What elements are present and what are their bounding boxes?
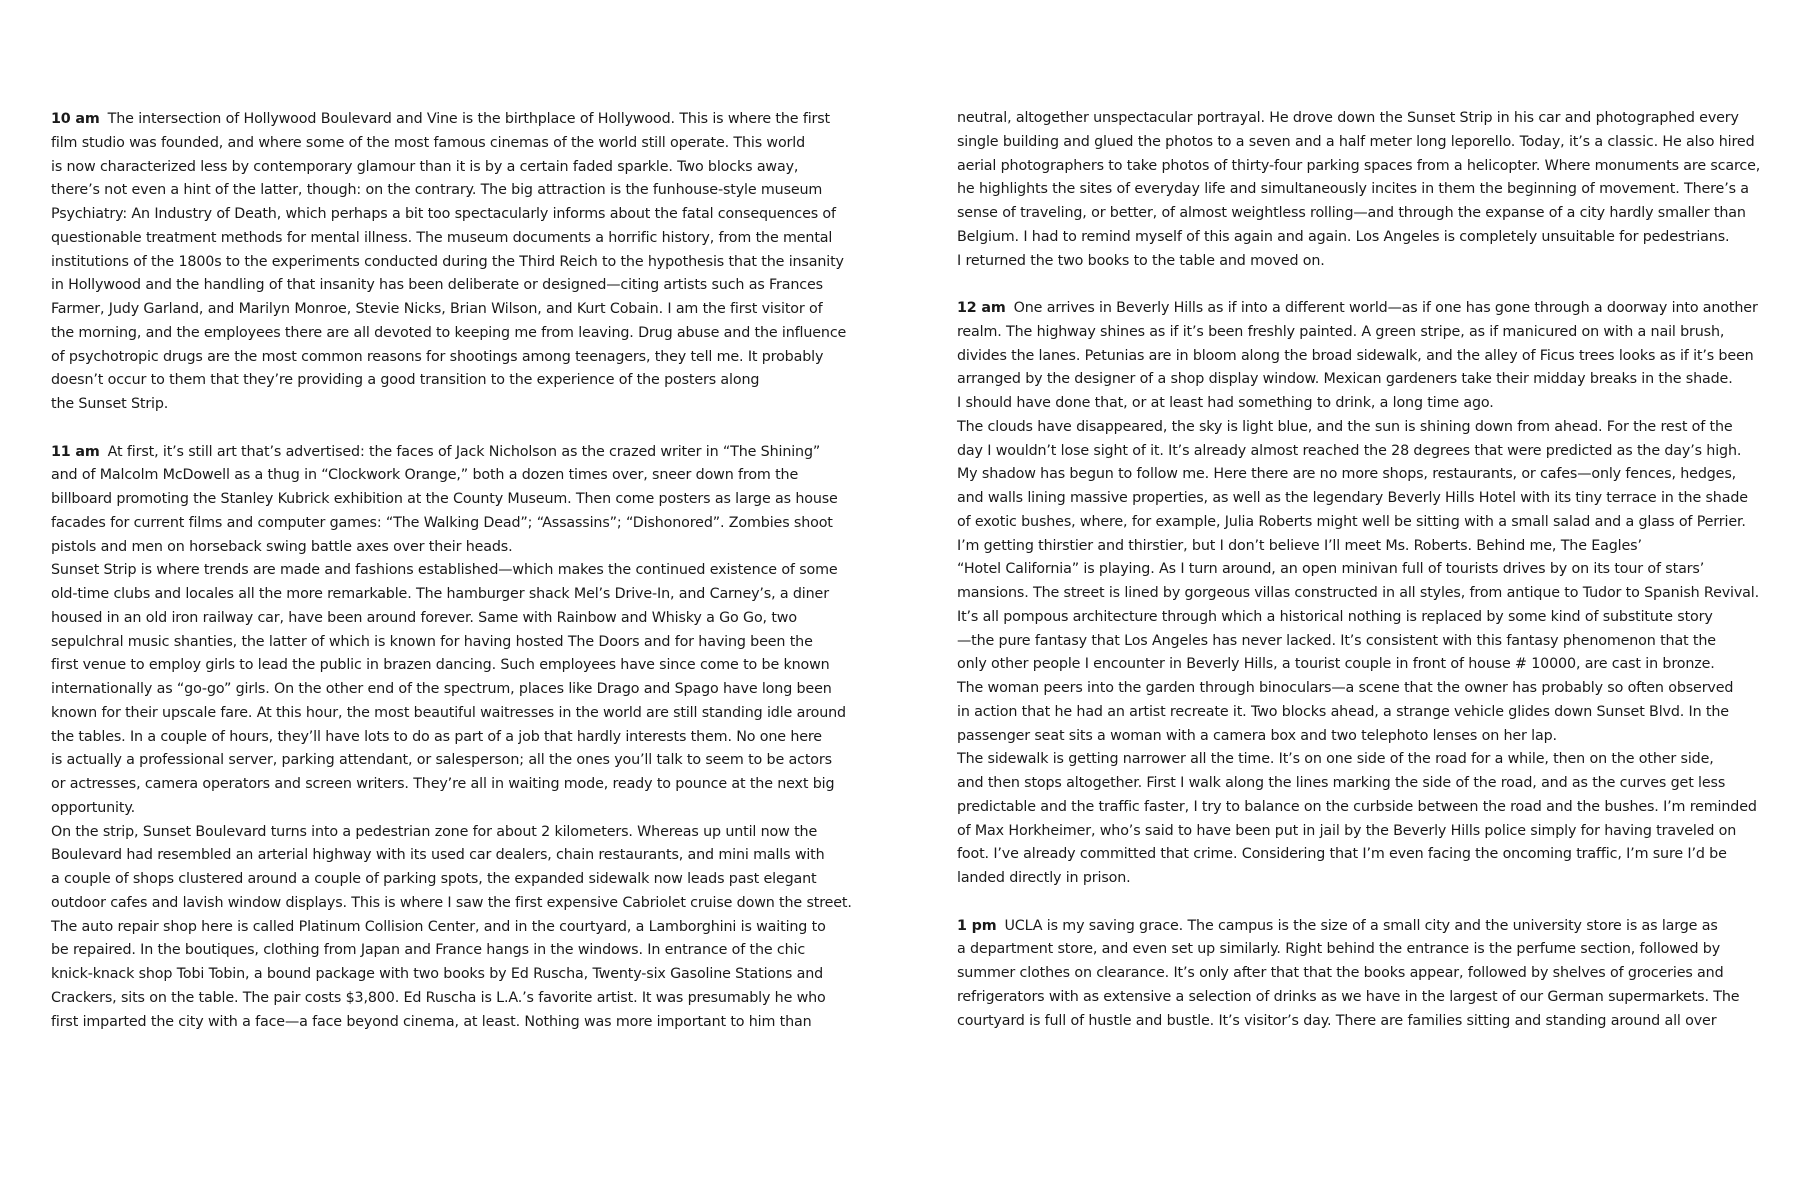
text-line	[51, 821, 861, 845]
line-text: pistols and men on horseback swing battle axes over their heads.	[51, 538, 513, 555]
line-text: courtyard is full of hustle and bustle. It’s visitor’s day. There are families sitting and standing around all over	[957, 1012, 1717, 1029]
line-text: realm. The highway shines as if it’s been freshly painted. A green stripe, as if manicured on with a nail brush,	[957, 323, 1725, 340]
text-line	[51, 464, 861, 488]
text-line	[957, 226, 1767, 250]
line-text: aerial photographers to take photos of thirty-four parking spaces from a helicopter. Where monuments are scarce,	[957, 157, 1761, 174]
text-line	[957, 131, 1767, 155]
text-line	[957, 606, 1767, 630]
text-line	[957, 867, 1767, 891]
line-text: sepulchral music shanties, the latter of which is known for having hosted The Doors and for having been the	[51, 633, 813, 650]
line-text: first imparted the city with a face—a face beyond cinema, at least. Nothing was more important to him than	[51, 1013, 812, 1030]
text-line	[957, 938, 1767, 962]
text-line	[957, 511, 1767, 535]
text-line	[957, 463, 1767, 487]
line-text: UCLA is my saving grace. The campus is the size of a small city and the university store is as large as	[1004, 917, 1718, 934]
line-text: At first, it’s still art that’s advertised: the faces of Jack Nicholson as the crazed writer in “The Shining”	[107, 443, 821, 460]
section-gap	[51, 417, 861, 441]
text-line	[51, 251, 861, 275]
text-line	[51, 441, 861, 465]
line-text: he highlights the sites of everyday life and simultaneously incites in them the beginning of movement. There’s a	[957, 181, 1749, 198]
line-text: billboard promoting the Stanley Kubrick exhibition at the County Museum. Then come posters as large as house	[51, 491, 838, 507]
line-text: —the pure fantasy that Los Angeles has never lacked. It’s consistent with this fantasy phenomenon that the	[957, 632, 1716, 649]
text-line	[957, 653, 1767, 677]
line-text: and then stops altogether. First I walk along the lines marking the side of the road, and as the curves get less	[957, 775, 1726, 791]
line-text: One arrives in Beverly Hills as if into a different world—as if one has gone through a doorway into another	[1013, 300, 1758, 316]
line-text: refrigerators with as extensive a selection of drinks as we have in the largest of our German supermarkets. The	[957, 988, 1740, 1005]
text-line	[957, 1010, 1767, 1034]
line-text: divides the lanes. Petunias are in bloom along the broad sidewalk, and the alley of Ficus trees looks as if it’s been	[957, 347, 1754, 364]
line-text: a department store, and even set up similarly. Right behind the entrance is the perfume section, followed by	[957, 941, 1721, 958]
line-text: mansions. The street is lined by gorgeous villas constructed in all styles, from antique to Tudor to Spanish Revival.	[957, 585, 1759, 601]
line-text: or actresses, camera operators and screen writers. They’re all in waiting mode, ready to pounce at the next big	[51, 776, 835, 792]
line-text: summer clothes on clearance. It’s only after that that the books appear, followed by shelves of groceries and	[957, 965, 1724, 981]
line-text: I’m getting thirstier and thirstier, but I don’t believe I’ll meet Ms. Roberts. Behind me, The Eagles’	[957, 537, 1642, 554]
time-marker: 10 am	[51, 111, 100, 127]
line-text: Crackers, sits on the table. The pair costs $3,800. Ed Ruscha is L.A.’s favorite artist. It was presumably he who	[51, 989, 826, 1006]
line-text: My shadow has begun to follow me. Here there are no more shops, restaurants, or cafes—only fences, hedges,	[957, 466, 1737, 483]
line-text: of Max Horkheimer, who’s said to have been put in jail by the Beverly Hills police simply for having traveled on	[957, 822, 1737, 839]
text-line	[957, 392, 1767, 416]
line-text: is now characterized less by contemporary glamour than it is by a certain faded sparkle. Two blocks away,	[51, 158, 799, 175]
text-line	[957, 250, 1767, 274]
text-line	[957, 677, 1767, 701]
line-text: facades for current films and computer games: “The Walking Dead”; “Assassins”; “Dishonored”. Zombies shoot	[51, 514, 833, 531]
text-line	[51, 607, 861, 631]
text-line	[51, 203, 861, 227]
line-text: “Hotel California” is playing. As I turn around, an open minivan full of tourists drives by on its tour of stars’	[957, 561, 1705, 578]
time-marker: 1 pm	[957, 917, 997, 934]
text-line	[957, 630, 1767, 654]
line-text: The woman peers into the garden through binoculars—a scene that the owner has probably so often observed	[957, 680, 1734, 696]
line-text: neutral, altogether unspectacular portrayal. He drove down the Sunset Strip in his car and photographed every	[957, 110, 1739, 126]
line-text: The intersection of Hollywood Boulevard and Vine is the birthplace of Hollywood. This is where the first	[107, 111, 831, 127]
text-line	[957, 178, 1767, 202]
line-text: opportunity.	[51, 799, 135, 816]
text-line	[957, 725, 1767, 749]
text-line	[957, 915, 1767, 939]
line-text: old-time clubs and locales all the more remarkable. The hamburger shack Mel’s Drive-In, and Carney’s, a diner	[51, 586, 829, 602]
text-line	[51, 749, 861, 773]
text-line	[957, 487, 1767, 511]
text-line	[51, 797, 861, 821]
line-text: Psychiatry: An Industry of Death, which perhaps a bit too spectacularly informs about the fatal consequences of	[51, 206, 836, 222]
line-text: the tables. In a couple of hours, they’ll have lots to do as part of a job that hardly interests them. No one here	[51, 728, 822, 745]
text-line	[51, 631, 861, 655]
text-line	[51, 512, 861, 536]
line-text: landed directly in prison.	[957, 870, 1131, 886]
text-line	[957, 368, 1767, 392]
line-text: only other people I encounter in Beverly Hills, a tourist couple in front of house # 10000, are cast in bronze.	[957, 656, 1715, 673]
text-line	[51, 916, 861, 940]
text-line	[51, 536, 861, 560]
text-line	[957, 962, 1767, 986]
line-text: the Sunset Strip.	[51, 396, 169, 412]
text-line	[51, 156, 861, 180]
text-line	[957, 107, 1767, 131]
line-text: Belgium. I had to remind myself of this again and again. Los Angeles is completely unsuitable for pedestrians.	[957, 228, 1730, 245]
line-text: On the strip, Sunset Boulevard turns into a pedestrian zone for about 2 kilometers. Whereas up until now the	[51, 823, 818, 840]
line-text: outdoor cafes and lavish window displays. This is where I saw the first expensive Cabriolet cruise down the street.	[51, 894, 852, 911]
text-line	[51, 346, 861, 370]
line-text: first venue to employ girls to lead the public in brazen dancing. Such employees have since come to be known	[51, 657, 830, 674]
line-text: questionable treatment methods for mental illness. The museum documents a horrific history, from the mental	[51, 229, 833, 246]
text-line	[51, 987, 861, 1011]
text-line	[51, 369, 861, 393]
text-line	[957, 202, 1767, 226]
text-line	[51, 108, 861, 132]
text-line	[51, 678, 861, 702]
line-text: I should have done that, or at least had something to drink, a long time ago.	[957, 395, 1494, 411]
text-line	[51, 726, 861, 750]
line-text: known for their upscale fare. At this hour, the most beautiful waitresses in the world are still standing idle around	[51, 704, 846, 721]
text-line	[957, 345, 1767, 369]
line-text: a couple of shops clustered around a couple of parking spots, the expanded sidewalk now leads past elegant	[51, 871, 817, 887]
line-text: there’s not even a hint of the latter, though: on the contrary. The big attraction is the funhouse-style museum	[51, 182, 823, 199]
left-page-column	[51, 108, 861, 1034]
line-text: day I wouldn’t lose sight of it. It’s already almost reached the 28 degrees that were predicted as the day’s high.	[957, 442, 1742, 459]
text-line	[957, 535, 1767, 559]
text-line	[957, 843, 1767, 867]
text-line	[957, 986, 1767, 1010]
line-text: is actually a professional server, parking attendant, or salesperson; all the ones you’ll talk to seem to be actors	[51, 752, 832, 769]
text-line	[51, 559, 861, 583]
text-line	[51, 583, 861, 607]
text-line	[51, 939, 861, 963]
text-line	[51, 963, 861, 987]
line-text: of exotic bushes, where, for example, Julia Roberts might well be sitting with a small salad and a glass of Perrier.	[957, 513, 1746, 530]
text-line	[957, 297, 1767, 321]
line-text: sense of traveling, or better, of almost weightless rolling—and through the expanse of a city hardly smaller than	[957, 205, 1746, 221]
text-line	[51, 393, 861, 417]
line-text: internationally as “go-go” girls. On the other end of the spectrum, places like Drago and Spago have long been	[51, 681, 832, 697]
section-gap	[957, 891, 1767, 915]
text-line	[51, 702, 861, 726]
text-line	[51, 488, 861, 512]
line-text: foot. I’ve already committed that crime. Considering that I’m even facing the oncoming traffic, I’m sure I’d be	[957, 846, 1727, 863]
text-line	[957, 416, 1767, 440]
line-text: The clouds have disappeared, the sky is light blue, and the sun is shining down from ahead. For the rest of the	[957, 418, 1733, 435]
line-text: be repaired. In the boutiques, clothing from Japan and France hangs in the windows. In entrance of the chic	[51, 942, 806, 959]
line-text: passenger seat sits a woman with a camera box and two telephoto lenses on her lap.	[957, 727, 1557, 744]
text-line	[51, 844, 861, 868]
line-text: arranged by the designer of a shop display window. Mexican gardeners take their midday breaks in the shade.	[957, 371, 1733, 388]
text-line	[957, 820, 1767, 844]
line-text: Farmer, Judy Garland, and Marilyn Monroe, Stevie Nicks, Brian Wilson, and Kurt Cobain. I am the first visitor of	[51, 301, 823, 317]
line-text: Sunset Strip is where trends are made and fashions established—which makes the continued existence of some	[51, 562, 838, 579]
line-text: the morning, and the employees there are all devoted to keeping me from leaving. Drug abuse and the influence	[51, 324, 847, 341]
time-marker: 12 am	[957, 300, 1006, 316]
text-line	[51, 298, 861, 322]
text-line	[957, 582, 1767, 606]
text-line	[957, 321, 1767, 345]
section-gap	[957, 273, 1767, 297]
line-text: housed in an old iron railway car, have been around forever. Same with Rainbow and Whisky a Go Go, two	[51, 609, 797, 626]
text-line	[51, 654, 861, 678]
line-text: and walls lining massive properties, as well as the legendary Beverly Hills Hotel with its tiny terrace in the shade	[957, 490, 1748, 506]
line-text: Boulevard had resembled an arterial highway with its used car dealers, chain restaurants, and mini malls with	[51, 847, 825, 864]
line-text: The auto repair shop here is called Platinum Collision Center, and in the courtyard, a Lamborghini is waiting to	[51, 918, 826, 935]
right-page-column	[957, 107, 1767, 1033]
text-line	[51, 892, 861, 916]
text-line	[51, 1011, 861, 1035]
text-line	[957, 772, 1767, 796]
line-text: film studio was founded, and where some of the most famous cinemas of the world still operate. This world	[51, 134, 806, 151]
text-line	[51, 274, 861, 298]
text-line	[51, 773, 861, 797]
line-text: It’s all pompous architecture through which a historical nothing is replaced by some kind of substitute story	[957, 608, 1713, 625]
line-text: institutions of the 1800s to the experiments conducted during the Third Reich to the hypothesis that the insanity	[51, 253, 844, 270]
line-text: and of Malcolm McDowell as a thug in “Clockwork Orange,” both a dozen times over, sneer down from the	[51, 467, 799, 484]
time-marker: 11 am	[51, 443, 100, 460]
text-line	[957, 155, 1767, 179]
text-line	[51, 179, 861, 203]
line-text: I returned the two books to the table and moved on.	[957, 252, 1325, 269]
line-text: in Hollywood and the handling of that insanity has been deliberate or designed—citing artists such as Frances	[51, 277, 823, 294]
text-line	[957, 558, 1767, 582]
text-line	[51, 868, 861, 892]
line-text: doesn’t occur to them that they’re providing a good transition to the experience of the posters along	[51, 372, 760, 389]
line-text: The sidewalk is getting narrower all the time. It’s on one side of the road for a while, then on the other side,	[957, 751, 1714, 768]
line-text: predictable and the traffic faster, I try to balance on the curbside between the road and the bushes. I’m reminded	[957, 798, 1757, 815]
text-line	[957, 748, 1767, 772]
text-line	[957, 440, 1767, 464]
text-line	[957, 796, 1767, 820]
line-text: knick-knack shop Tobi Tobin, a bound package with two books by Ed Ruscha, Twenty-six Gasoline Stations and	[51, 966, 824, 982]
text-line	[51, 227, 861, 251]
line-text: single building and glued the photos to a seven and a half meter long leporello. Today, it’s a classic. He also hired	[957, 133, 1755, 150]
line-text: of psychotropic drugs are the most common reasons for shootings among teenagers, they tell me. It probably	[51, 348, 824, 365]
text-line	[957, 701, 1767, 725]
text-line	[51, 132, 861, 156]
line-text: in action that he had an artist recreate it. Two blocks ahead, a strange vehicle glides down Sunset Blvd. In the	[957, 703, 1729, 720]
text-line	[51, 322, 861, 346]
